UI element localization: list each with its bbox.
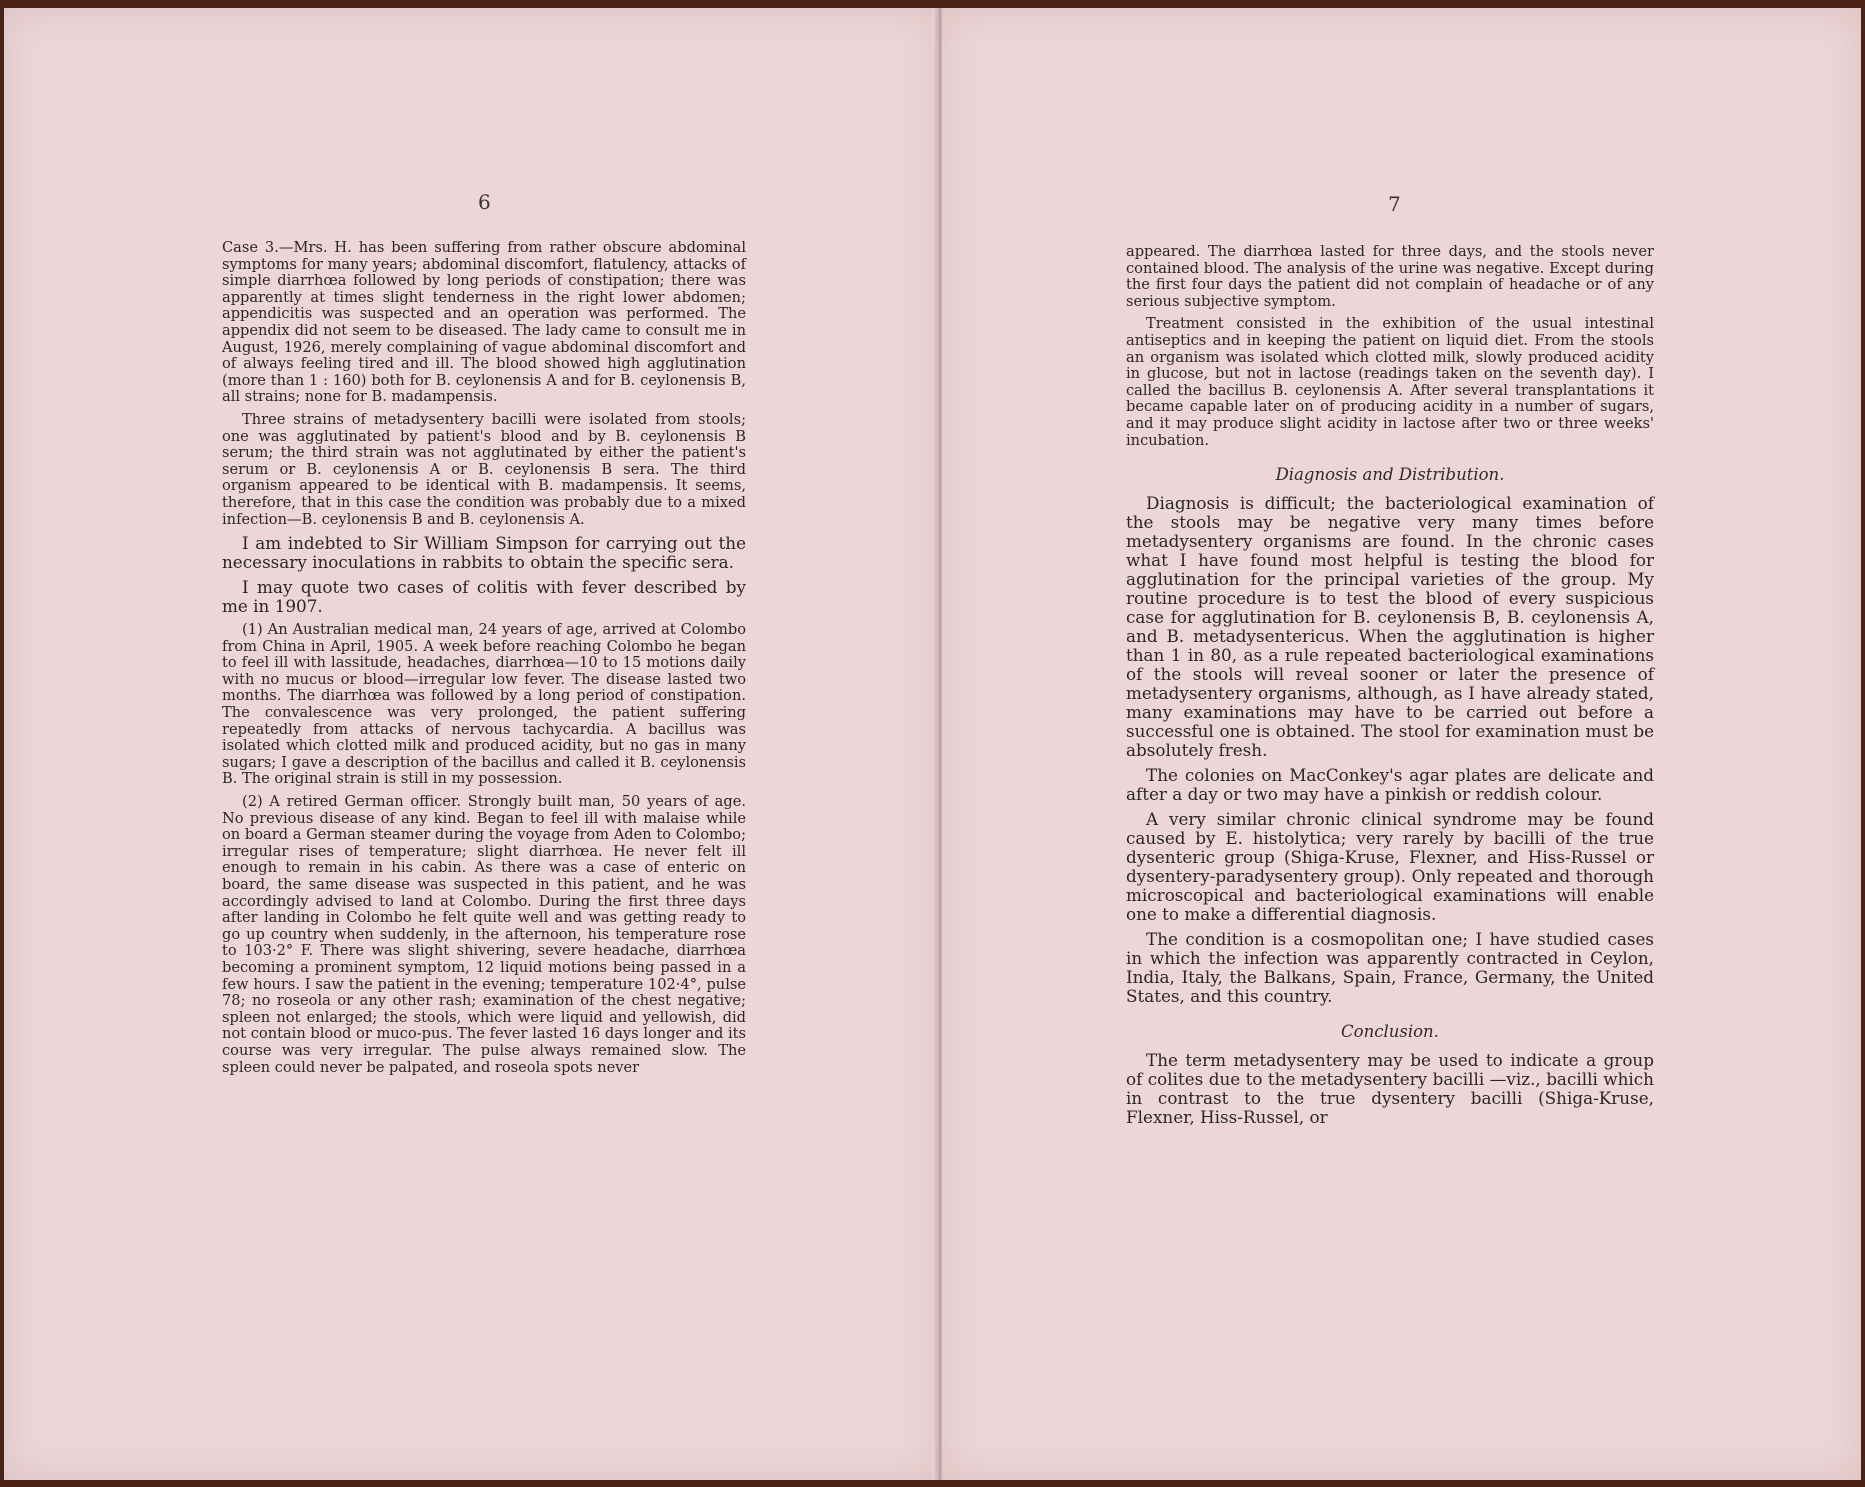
right-text-column: [1126, 244, 1654, 1133]
quote-intro-paragraph: I may quote two cases of colitis with fever described by me in 1907.: [222, 577, 746, 617]
case-3-paragraph: Case 3.—Mrs. H. has been suffering from rather obscure abdominal symptoms for many years; abdominal discomfort, flatulency, attacks of simple diarrhœa followed by long periods of constipation; there was apparently at times slight tenderness in the right lower abdomen; appendicitis was suspected and an operation was performed. The appendix did not seem to be diseased. The lady came to consult me in August, 1926, merely complaining of vague abdominal discomfort and of always feeling tired and ill. The blood showed high agglutination (more than 1 : 160) both for B. ceylonensis A and for B. ceylonensis B, all strains; none for B. madampensis.: [222, 239, 746, 406]
page-number-left: 6: [478, 190, 491, 214]
right-page: [942, 8, 1861, 1480]
treatment-paragraph: Treatment consisted in the exhibition of the usual intestinal antiseptics and in keeping the patient on liquid diet. From the stools an organism was isolated which clotted milk, slowly produced acidity in glucose, but not in lactose (readings taken on the seventh day). I called the bacillus B. ceylonensis A. After several transplantations it became capable later on of producing acidity in a number of sugars, and it may produce slight acidity in lactose after two or three weeks' incubation.: [1126, 315, 1654, 449]
acknowledgement-paragraph: I am indebted to Sir William Simpson for carrying out the necessary inoculations in rabbits to obtain the specific sera.: [222, 533, 746, 573]
distribution-paragraph: The condition is a cosmopolitan one; I have studied cases in which the infection was apparently contracted in Ceylon, India, Italy, the Balkans, Spain, France, Germany, the United States, and this country.: [1126, 929, 1654, 1007]
diagnosis-heading: Diagnosis and Distribution.: [1275, 465, 1505, 485]
diagnosis-paragraph: Diagnosis is difficult; the bacteriological examination of the stools may be negative very many times before metadysentery organisms are found. In the chronic cases what I have found most helpful is testing the blood for agglutination for the principal varieties of the group. My routine procedure is to test the blood of every suspicious case for agglutination for B. ceylonensis B, B. ceylonensis A, and B. metadysentericus. When the agglutination is higher than 1 in 80, as a rule repeated bacteriological examinations of the stools will reveal sooner or later the presence of metadysentery organisms, although, as I have already stated, many examinations may have to be carried out before a successful one is obtained. The stool for examination must be absolutely fresh.: [1126, 493, 1654, 761]
strains-paragraph: Three strains of metadysentery bacilli were isolated from stools; one was agglutinated by patient's blood and by B. ceylonensis B serum; the third strain was not agglutinated by either the patient's serum or B. ceylonensis A or B. ceylonensis B sera. The third organism appeared to be identical with B. madampensis. It seems, therefore, that in this case the condition was probably due to a mixed infection—B. ceylonensis B and B. ceylonensis A.: [222, 410, 746, 528]
case-2-paragraph: (2) A retired German officer. Strongly built man, 50 years of age. No previous disease of any kind. Began to feel ill with malaise while on board a German steamer during the voyage from Aden to Colombo; irregular rises of temperature; slight diarrhœa. He never felt ill enough to remain in his cabin. As there was a case of enteric on board, the same disease was suspected in this patient, and he was accordingly advised to land at Colombo. During the first three days after landing in Colombo he felt quite well and was getting ready to go up country when suddenly, in the afternoon, his temperature rose to 103·2° F. There was slight shivering, severe headache, diarrhœa becoming a prominent symptom, 12 liquid motions being passed in a few hours. I saw the patient in the evening; temperature 102·4°, pulse 78; no roseola or any other rash; examination of the chest negative; spleen not enlarged; the stools, which were liquid and yellowish, did not contain blood or muco-pus. The fever lasted 16 days longer and its course was very irregular. The pulse always remained slow. The spleen could never be palpated, and roseola spots never: [222, 793, 746, 1076]
differential-paragraph: A very similar chronic clinical syndrome may be found caused by E. histolytica; very rarely by bacilli of the true dysenteric group (Shiga-Kruse, Flexner, and Hiss-Russel or dysentery-paradysentery group). Only repeated and thorough microscopical and bacteriological examinations will enable one to make a differential diagnosis.: [1126, 809, 1654, 925]
case-1-paragraph: (1) An Australian medical man, 24 years of age, arrived at Colombo from China in April, 1905. A week before reaching Colombo he began to feel ill with lassitude, headaches, diarrhœa—10 to 15 motions daily with no mucus or blood—irregular low fever. The disease lasted two months. The diarrhœa was followed by a long period of constipation. The convalescence was very prolonged, the patient suffering repeatedly from attacks of nervous tachycardia. A bacillus was isolated which clotted milk and produced acidity, but no gas in many sugars; I gave a description of the bacillus and called it B. ceylonensis B. The original strain is still in my possession.: [222, 621, 746, 788]
conclusion-heading: Conclusion.: [1341, 1022, 1439, 1042]
left-text-column: [222, 240, 746, 1082]
colonies-paragraph: The colonies on MacConkey's agar plates are delicate and after a day or two may have a pinkish or reddish colour.: [1126, 765, 1654, 805]
left-page: [4, 8, 938, 1480]
page-number-right: 7: [1388, 192, 1401, 216]
case-2-continued-paragraph: appeared. The diarrhœa lasted for three days, and the stools never contained blood. The analysis of the urine was negative. Except during the first four days the patient did not complain of headache or of any serious subjective symptom.: [1126, 243, 1654, 310]
conclusion-paragraph: The term metadysentery may be used to indicate a group of colites due to the metadysentery bacilli —viz., bacilli which in contrast to the true dysentery bacilli (Shiga-Kruse, Flexner, Hiss-Russel, or: [1126, 1050, 1654, 1128]
